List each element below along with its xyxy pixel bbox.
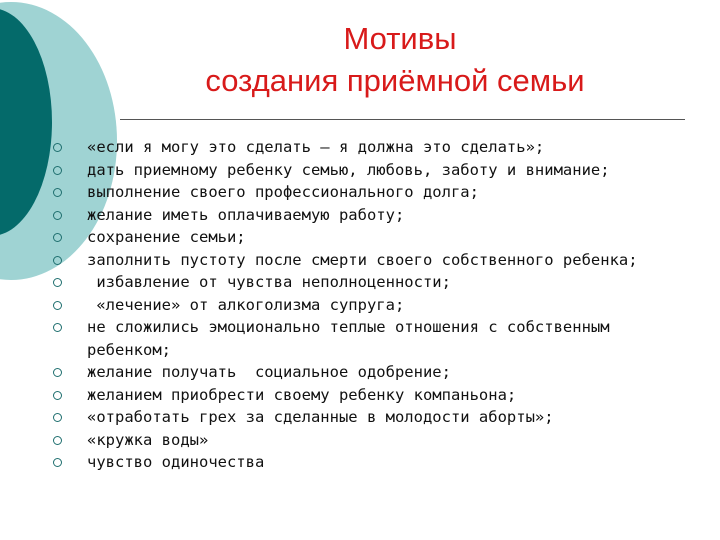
list-item <box>50 226 700 249</box>
list-item-text: желание получать социальное одобрение; <box>87 363 451 381</box>
list-item <box>50 181 700 204</box>
bullet-icon <box>53 323 62 332</box>
list-item-text: желанием приобрести своему ребенку компаньона; <box>87 385 517 404</box>
bullet-icon <box>53 188 62 197</box>
list-item <box>50 384 700 407</box>
motives-list <box>50 136 700 474</box>
list-item-text: «отработать грех за сделанные в молодости аборты»; <box>87 408 554 426</box>
list-item <box>50 429 700 452</box>
list-item-text: избавление от чувства неполноценности; <box>87 273 451 291</box>
list-item <box>50 406 700 429</box>
bullet-icon <box>53 436 62 445</box>
list-item-text: «кружка воды» <box>87 430 209 449</box>
bullet-icon <box>53 368 62 377</box>
bullet-icon <box>53 211 62 220</box>
list-item <box>50 204 700 227</box>
bullet-icon <box>53 256 62 265</box>
list-item <box>50 159 700 182</box>
title-divider <box>120 119 685 120</box>
list-item <box>50 294 700 317</box>
bullet-icon <box>53 278 62 287</box>
list-item <box>50 271 700 294</box>
list-item-text: заполнить пустоту после смерти своего собственного ребенка; <box>87 250 638 269</box>
list-item-text: чувство одиночества <box>87 453 265 471</box>
list-item-text: желание иметь оплачиваемую работу; <box>87 205 405 224</box>
bullet-icon <box>53 166 62 175</box>
list-item <box>50 249 700 272</box>
list-item-text: «если я могу это сделать – я должна это сделать»; <box>87 138 545 156</box>
bullet-icon <box>53 143 62 152</box>
title-line-2: создания приёмной семьи <box>205 63 585 98</box>
bullet-icon <box>53 301 62 310</box>
bullet-icon <box>53 391 62 400</box>
list-item <box>50 361 700 384</box>
list-item-text: дать приемному ребенку семью, любовь, заботу и внимание; <box>87 160 610 179</box>
list-item-text: «лечение» от алкоголизма супруга; <box>87 295 405 314</box>
list-item-text: выполнение своего профессионального долга; <box>87 183 479 201</box>
bullet-icon <box>53 233 62 242</box>
bullet-icon <box>53 458 62 467</box>
list-item <box>50 136 700 159</box>
bullet-icon <box>53 413 62 422</box>
title-line-1: Мотивы <box>343 21 457 56</box>
list-item <box>50 451 700 474</box>
list-item <box>50 316 700 361</box>
list-item-text: сохранение семьи; <box>87 228 246 246</box>
slide-title <box>130 18 660 102</box>
list-item-text: не сложились эмоционально теплые отношения с собственным ребенком; <box>87 318 610 359</box>
